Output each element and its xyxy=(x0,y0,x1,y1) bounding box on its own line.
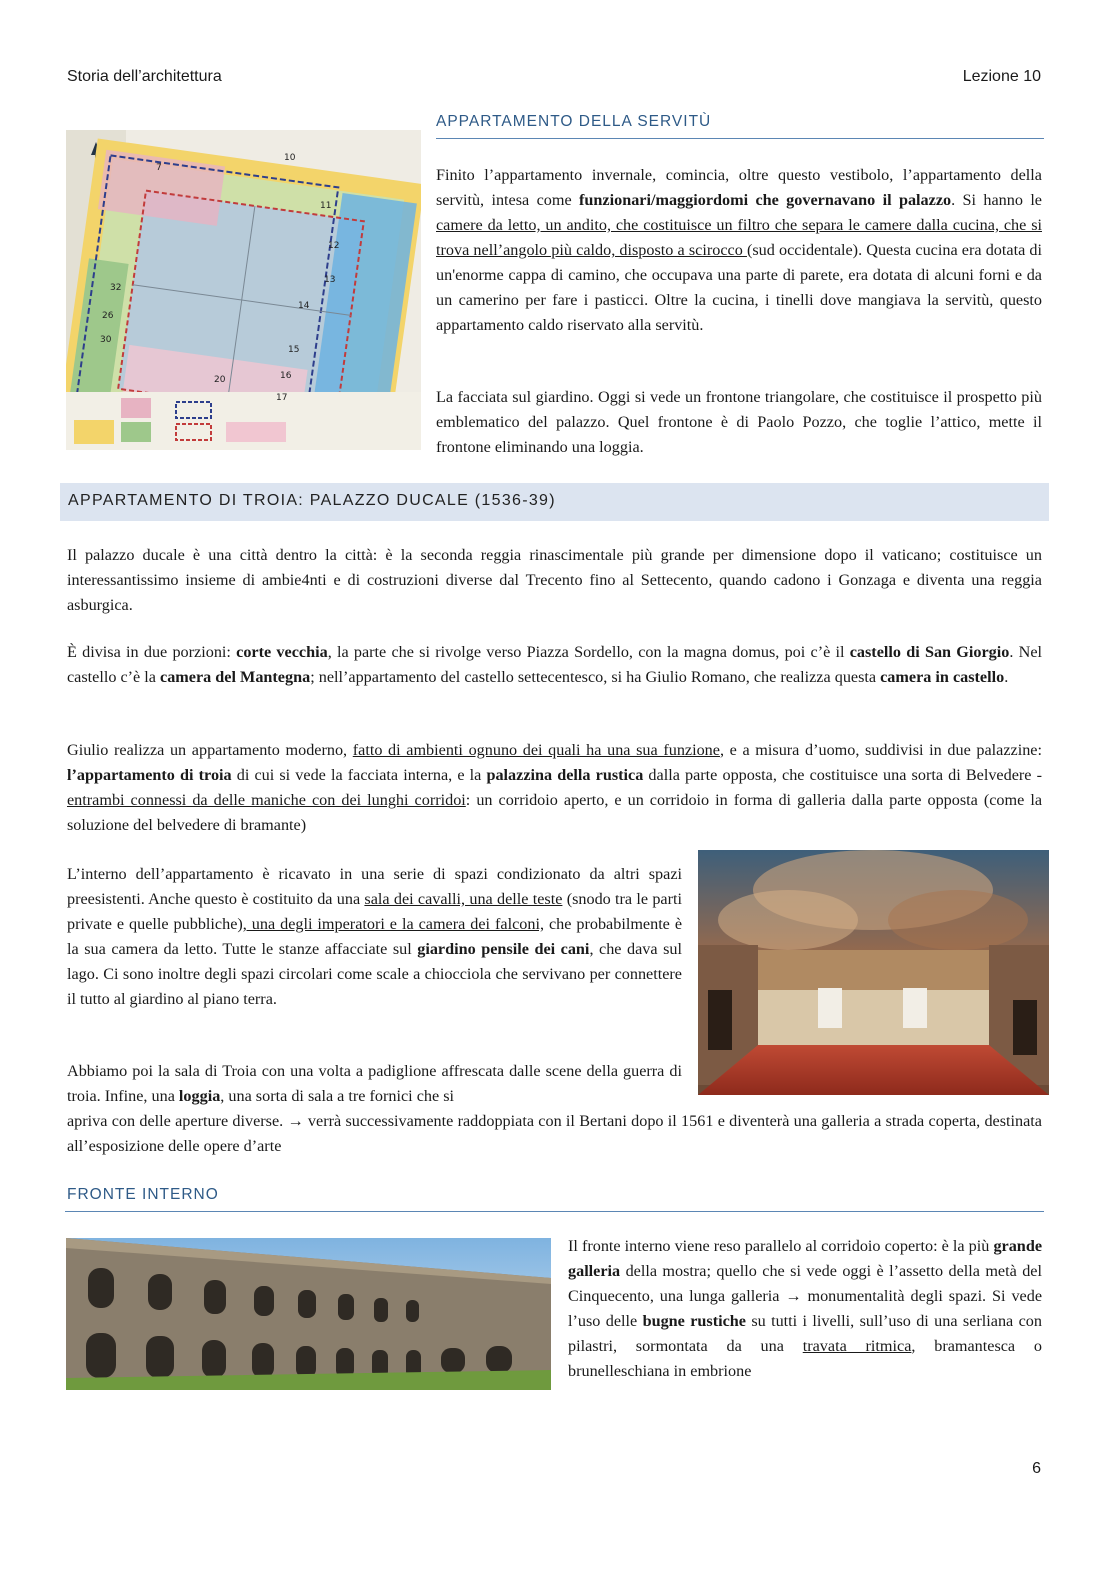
paragraph-loggia: apriva con delle aperture diverse. → verrà successivamente raddoppiata con il Bertani dopo il 1561 e diventerà una galleria a strada coperta, destinata all’esposizione delle opere d’arte xyxy=(67,1112,1042,1155)
text-run: , e a misura d’uomo, suddivisi in due palazzine: xyxy=(719,741,1042,759)
room-number: 16 xyxy=(280,371,292,381)
room-number: 12 xyxy=(328,241,340,251)
lesson-number: Lezione 10 xyxy=(962,68,1041,85)
paragraph-porzioni xyxy=(67,640,1042,690)
bold-text: bugne rustiche xyxy=(642,1312,746,1330)
underlined-text: fatto di ambienti ognuno dei quali ha una sua funzione xyxy=(352,741,720,759)
paragraph-sala-troia: Abbiamo poi la sala di Troia con una volta a padiglione affrescata dalle scene della guerra di troia. Infine, una loggia, una sorta di sala a tre fornici che si xyxy=(67,1062,682,1105)
paragraph-facciata: La facciata sul giardino. Oggi si vede un frontone triangolare, che costituisce il prospetto più emblematico del palazzo. Quel frontone è di Paolo Pozzo, che toglie l’attico, mette il frontone eliminando una loggia. xyxy=(436,388,1042,456)
text-run: dalla parte opposta, che costituisce una sorta di Belvedere - xyxy=(643,766,1042,784)
bold-text: castello di San Giorgio xyxy=(849,643,1010,661)
underlined-text: sala dei cavalli, una delle teste xyxy=(364,890,563,908)
room-number: 26 xyxy=(102,311,114,321)
frescoed-hall-image xyxy=(698,850,1049,1095)
text-run: , che dava sul lago. Ci sono inoltre degli spazi circolari come scale a chiocciola che servivano per connettere il tutto al giardino al piano terra. xyxy=(67,940,682,1008)
text-run: della mostra; quello che si vede oggi è l’assetto della metà del Cinquecento, una lunga galleria → monumentalità degli spazi. Si vede l’uso delle xyxy=(568,1262,1042,1330)
text-run: Giulio realizza un appartamento moderno, xyxy=(67,741,353,759)
room-number: 13 xyxy=(324,275,336,285)
text-run: . Nel castello c’è la xyxy=(67,643,1042,686)
room-number: 11 xyxy=(320,201,332,211)
room-number: 32 xyxy=(110,283,122,293)
bold-text: palazzina della rustica xyxy=(486,766,644,784)
text-run: , bramantesca o brunelleschiana in embrione xyxy=(568,1337,1042,1380)
bold-text: giardino pensile dei cani xyxy=(417,940,590,958)
underlined-text: camere da letto, un andito, che costituisce un filtro che separa le camere dalla cucina, che si trova nell’angolo più caldo, disposto a scirocco xyxy=(436,216,1042,259)
heading-rule xyxy=(436,138,1044,139)
text-run: di cui si vede la facciata interna, e la xyxy=(231,766,487,784)
room-number: 10 xyxy=(284,153,296,163)
bold-text: camera del Mantegna xyxy=(160,668,311,686)
room-number: 7 xyxy=(156,163,162,173)
paragraph-giulio xyxy=(67,738,1042,838)
text-run: che probabilmente è la sua camera da letto. Tutte le stanze affacciate sul xyxy=(67,915,683,958)
room-number: 30 xyxy=(100,335,112,345)
paragraph-servitu xyxy=(436,163,1042,338)
bold-text: l’appartamento di troia xyxy=(67,766,232,784)
room-number: 15 xyxy=(288,345,300,355)
text-run: . Si hanno le xyxy=(951,191,1042,209)
underlined-text: travata ritmica xyxy=(802,1337,912,1355)
bold-text: camera in castello xyxy=(880,668,1005,686)
course-title: Storia dell’architettura xyxy=(67,68,222,85)
underlined-text: entrambi connessi da delle maniche con dei lunghi corridoi xyxy=(67,791,466,809)
text-run: È divisa in due porzioni: xyxy=(67,643,237,661)
text-run: (sud occidentale). Questa cucina era dotata di un'enorme cappa di camino, che occupava una parte di parete, era dotata di alcuni forni e da un camerino per fare i pasticci. Oltre la cucina, i tinelli dove mangiava la servitù, questo appartamento caldo riservato alla servitù. xyxy=(436,241,1042,334)
text-run: : un corridoio aperto, e un corridoio in forma di galleria dalla parte opposta (come la soluzione del belvedere di bramante) xyxy=(67,791,1043,834)
bold-text: corte vecchia xyxy=(236,643,328,661)
courtyard-facade-image xyxy=(66,1238,551,1390)
underlined-text: , una degli imperatori e la camera dei falconi, xyxy=(242,915,544,933)
bold-text: grande galleria xyxy=(568,1237,1042,1280)
room-number: 14 xyxy=(298,301,310,311)
paragraph-fronte-interno xyxy=(568,1234,1042,1384)
text-run: (snodo tra le parti private e quelle pubbliche) xyxy=(67,890,683,933)
room-number: 20 xyxy=(214,375,226,385)
section-heading-troia: APPARTAMENTO DI TROIA: PALAZZO DUCALE (1536-39) xyxy=(68,492,556,509)
section-heading-servitu: APPARTAMENTO DELLA SERVITÙ xyxy=(436,113,712,130)
section-band xyxy=(60,483,1049,521)
text-run: , la parte che si rivolge verso Piazza Sordello, con la magna domus, poi c’è il xyxy=(327,643,850,661)
text-run: Il fronte interno viene reso parallelo al corridoio coperto: è la più xyxy=(568,1237,994,1255)
text-run: Finito l’appartamento invernale, comincia, oltre questo vestibolo, l’appartamento della servitù, intesa come xyxy=(436,166,1042,209)
floor-plan-image xyxy=(66,130,421,450)
page-number: 6 xyxy=(1032,1460,1041,1477)
heading-rule xyxy=(65,1211,1044,1212)
paragraph-interno xyxy=(67,862,682,1012)
text-run: su tutti i livelli, sull’uso di una serliana con pilastri, sormontata da una xyxy=(568,1312,1042,1355)
text-run: ; nell’appartamento del castello settecentesco, si ha Giulio Romano, che realizza questa xyxy=(310,668,881,686)
section-heading-fronte: FRONTE INTERNO xyxy=(67,1186,219,1203)
room-number: 17 xyxy=(276,393,288,403)
bold-text: funzionari/maggiordomi che governavano il palazzo xyxy=(579,191,952,209)
paragraph-palazzo-ducale: Il palazzo ducale è una città dentro la città: è la seconda reggia rinascimentale più grande per dimensione dopo il vaticano; costituisce un interessantissimo insieme di ambie4nti e di costruzioni diverse dal Trecento fino al Settecento, quando cadono i Gonzaga e diventa una reggia asburgica. xyxy=(67,546,1042,614)
text-run: . xyxy=(1004,668,1009,686)
text-run: L’interno dell’appartamento è ricavato in una serie di spazi condizionato da altri spazi preesistenti. Anche questo è costituito da una xyxy=(67,865,682,908)
